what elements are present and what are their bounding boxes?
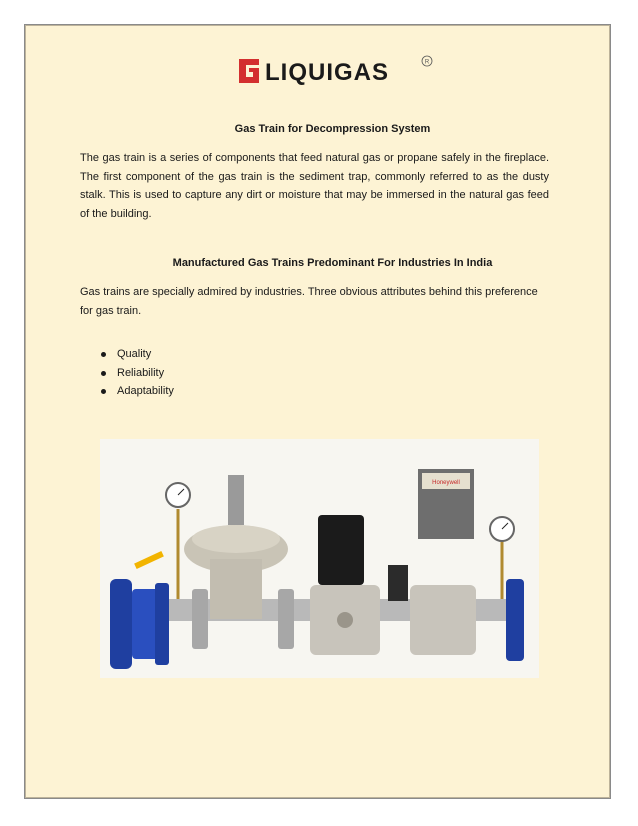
paragraph-2: Gas trains are specially admired by industries. Three obvious attributes behind this preference for gas train. <box>80 286 538 317</box>
list-item: Reliability <box>101 364 174 383</box>
section-heading-1: Gas Train for Decompression System <box>234 123 431 135</box>
liquigas-logo <box>237 53 437 87</box>
registered-mark: R <box>424 59 430 66</box>
logo-text: LIQUIGAS <box>265 59 390 86</box>
list-item: Adaptability <box>101 382 174 401</box>
attribute-list <box>101 345 174 401</box>
paragraph-1: The gas train is a series of components that feed natural gas or propane safely in the fireplace. The first component of the gas train is the sediment trap, commonly referred to as the dusty stalk. This is used to capture any dirt or moisture that may be immersed in the natural gas feed of the building. <box>80 152 549 220</box>
nameplate-label: Honeywell <box>432 480 460 486</box>
section-heading-2: Manufactured Gas Trains Predominant For Industries In India <box>172 257 493 269</box>
gas-train-illustration <box>100 439 539 678</box>
list-item: Quality <box>101 345 174 364</box>
document-page <box>24 24 611 799</box>
gas-train-photo <box>100 439 539 678</box>
